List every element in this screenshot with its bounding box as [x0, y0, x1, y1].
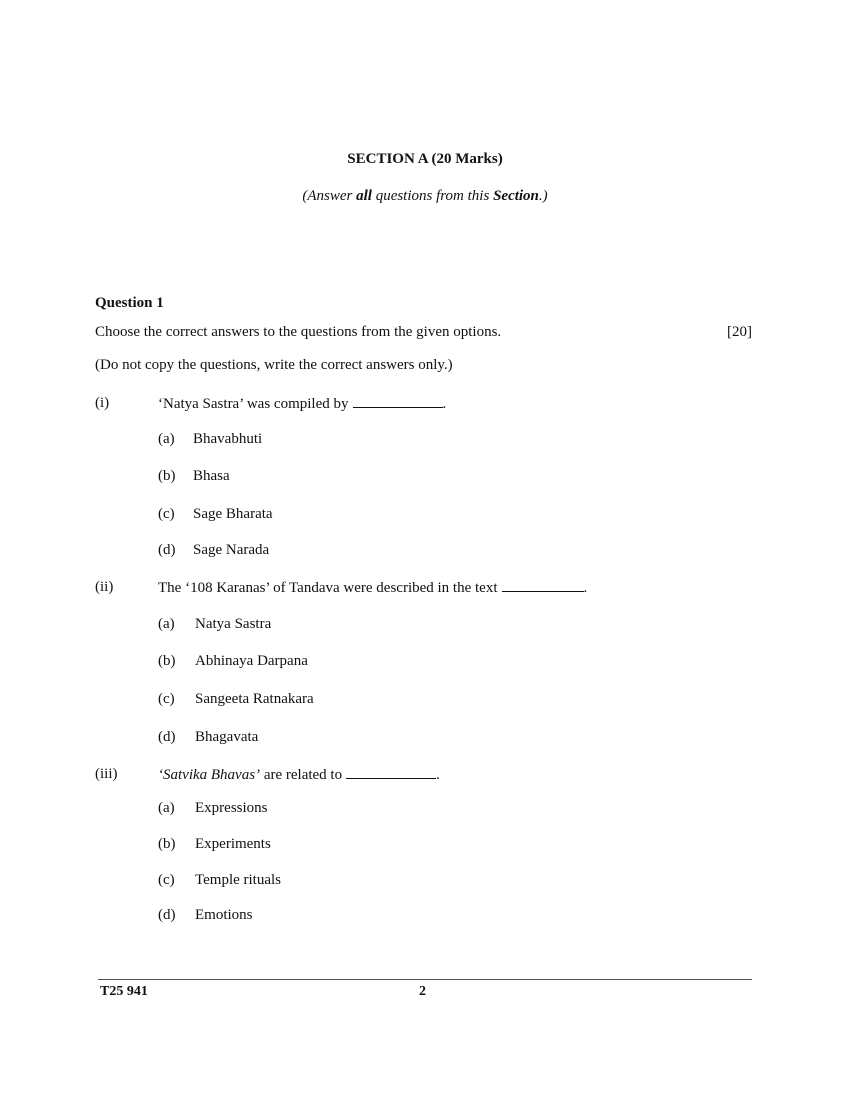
option-letter: (a)	[158, 616, 175, 632]
option-text: Natya Sastra	[195, 616, 272, 632]
option-text: Expressions	[195, 800, 268, 816]
section-instruction-emphasis: Section	[493, 188, 539, 204]
option-letter: (b)	[158, 468, 176, 484]
subquestion-text	[158, 579, 587, 597]
option-text: Sage Narada	[193, 542, 270, 558]
question-heading: Question 1	[95, 295, 164, 311]
answer-blank	[502, 579, 584, 592]
question-instruction: Choose the correct answers to the questions from the given options.	[95, 324, 502, 340]
section-title: SECTION A (20 Marks)	[347, 151, 503, 167]
option-letter: (c)	[158, 872, 175, 888]
option-letter: (d)	[158, 907, 176, 923]
subquestion-text-part: .	[436, 767, 440, 783]
option-text: Experiments	[195, 836, 271, 852]
subquestion-text	[158, 766, 440, 784]
option-text: Sage Bharata	[193, 506, 273, 522]
section-instruction-part: (Answer	[302, 188, 357, 204]
subquestion-term: ‘Satvika Bhavas’	[158, 767, 261, 783]
subquestion-text-part: are related to	[260, 767, 343, 783]
option-letter: (b)	[158, 653, 176, 669]
section-instruction-emphasis: all	[356, 188, 372, 204]
subquestion-text-part: .	[442, 396, 447, 412]
subquestion-number: (iii)	[95, 766, 118, 782]
option-letter: (b)	[158, 836, 176, 852]
option-text: Emotions	[195, 907, 253, 923]
option-text: Abhinaya Darpana	[195, 653, 308, 669]
option-letter: (a)	[158, 431, 175, 447]
answer-blank	[353, 395, 443, 408]
subquestion-text-part: .	[583, 580, 588, 596]
section-instruction-part: questions from this	[371, 188, 494, 204]
question-note: (Do not copy the questions, write the correct answers only.)	[95, 357, 453, 373]
option-text: Bhagavata	[195, 729, 259, 745]
option-letter: (d)	[158, 542, 176, 558]
option-text: Temple rituals	[195, 872, 282, 888]
option-letter: (a)	[158, 800, 175, 816]
option-text: Bhavabhuti	[193, 431, 263, 447]
answer-blank	[346, 766, 436, 779]
option-letter: (c)	[158, 691, 175, 707]
option-text: Sangeeta Ratnakara	[195, 691, 314, 707]
page-number: 2	[419, 984, 426, 999]
option-letter: (c)	[158, 506, 175, 522]
question-marks: [20]	[727, 324, 752, 340]
option-text: Bhasa	[193, 468, 230, 484]
footer-divider	[98, 979, 752, 980]
section-instruction	[0, 188, 850, 205]
subquestion-text-part: ‘Natya Sastra’ was compiled by	[158, 396, 349, 412]
section-instruction-part: .)	[538, 188, 548, 204]
subquestion-number: (ii)	[95, 579, 114, 595]
subquestion-text-part: The ‘108 Karanas’ of Tandava were described in the text	[158, 580, 498, 596]
subquestion-number: (i)	[95, 395, 110, 411]
paper-code: T25 941	[100, 984, 148, 999]
option-letter: (d)	[158, 729, 176, 745]
subquestion-text	[158, 395, 446, 413]
